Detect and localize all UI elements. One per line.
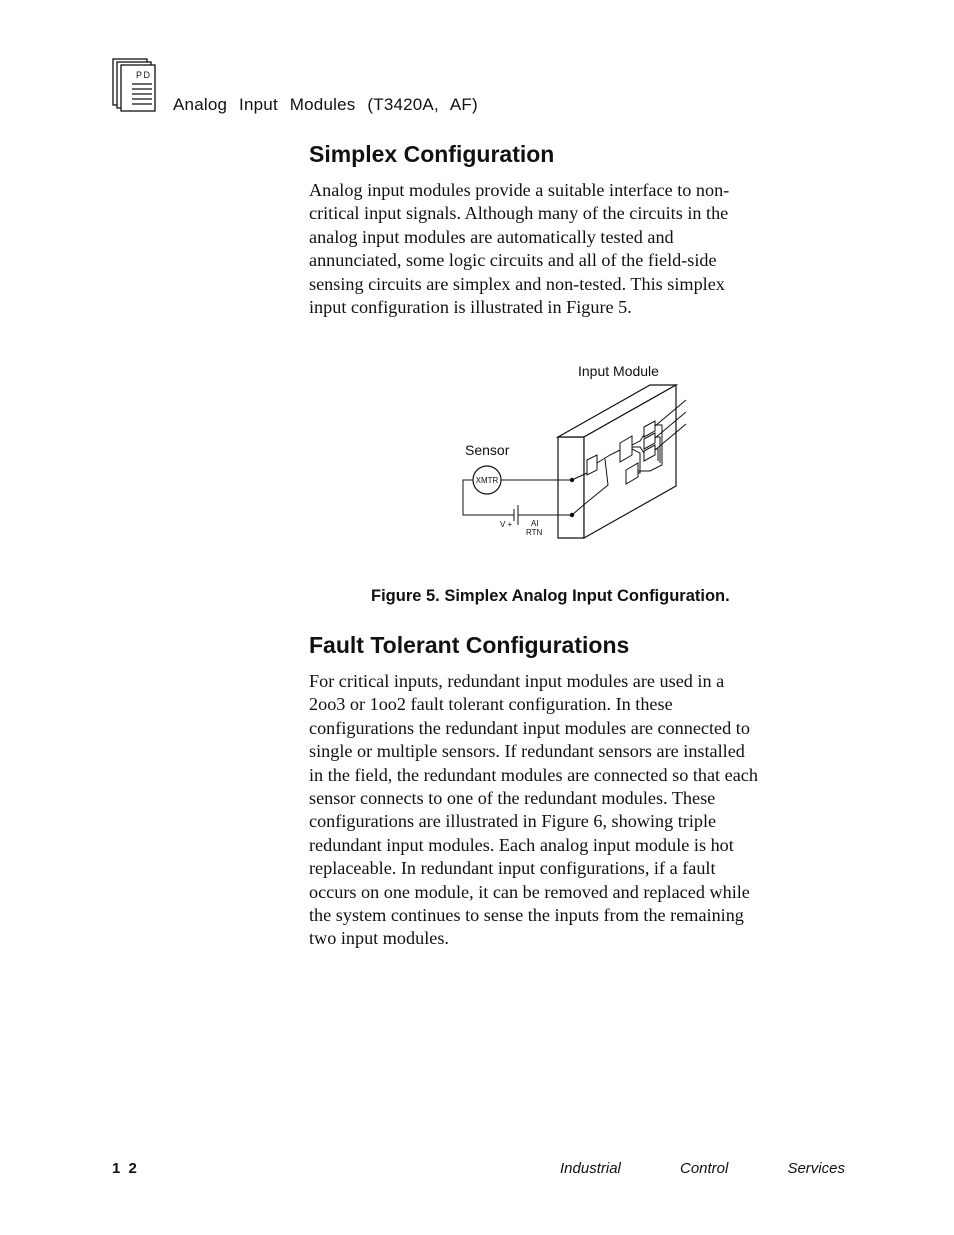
document-stack-icon [112,58,156,112]
figure-caption: Figure 5. Simplex Analog Input Configuration. [371,587,730,605]
module-front-face [558,437,584,538]
vplus-label: V + [500,520,513,529]
xmtr-label: XMTR [475,476,499,485]
paragraph-fault-tolerant [309,670,849,951]
simplex-input-diagram [440,355,700,545]
ai-label: AI [531,519,539,528]
paragraph-simplex-text: Analog input modules provide a suitable interface to non- critical input signals. Although many of the circuits in the analog input modules are automatically tested and annunciated, some logic circuits and all of the field-side sensing circuits are simplex and non-tested. This simplex input configuration is illustrated in Figure 5. [309,180,730,318]
logo-text: PD [136,70,152,80]
running-header: Analog Input Modules (T3420A, AF) [173,95,478,114]
paragraph-simplex [309,179,849,319]
input-module-label: Input Module [578,363,659,379]
paragraph-fault-tolerant-text: For critical inputs, redundant input modules are used in a 2oo3 or 1oo2 fault tolerant configuration. In these configurations the redundant input modules are connected to single or multiple sensors. If redundant sensors are installed in the field, the redundant modules are connected so that each sensor connects to one of the redundant modules. These configurations are illustrated in Figure 6, showing triple redundant input modules. Each analog input module is hot replaceable. In redundant input configurations, if a fault occurs on one module, it can be removed and replaced while the system continues to sense the inputs from the remaining two input modules. [309,671,758,949]
section-heading-simplex: Simplex Configuration [309,141,555,167]
footer-company [560,1160,845,1177]
footer-word-industrial: Industrial [560,1160,621,1177]
sensor-label: Sensor [465,442,510,458]
rtn-label: RTN [526,528,543,537]
section-heading-fault-tolerant: Fault Tolerant Configurations [309,632,630,658]
footer-word-services: Services [787,1160,845,1177]
page-number: 1 2 [112,1160,139,1177]
footer-word-control: Control [679,1160,729,1177]
